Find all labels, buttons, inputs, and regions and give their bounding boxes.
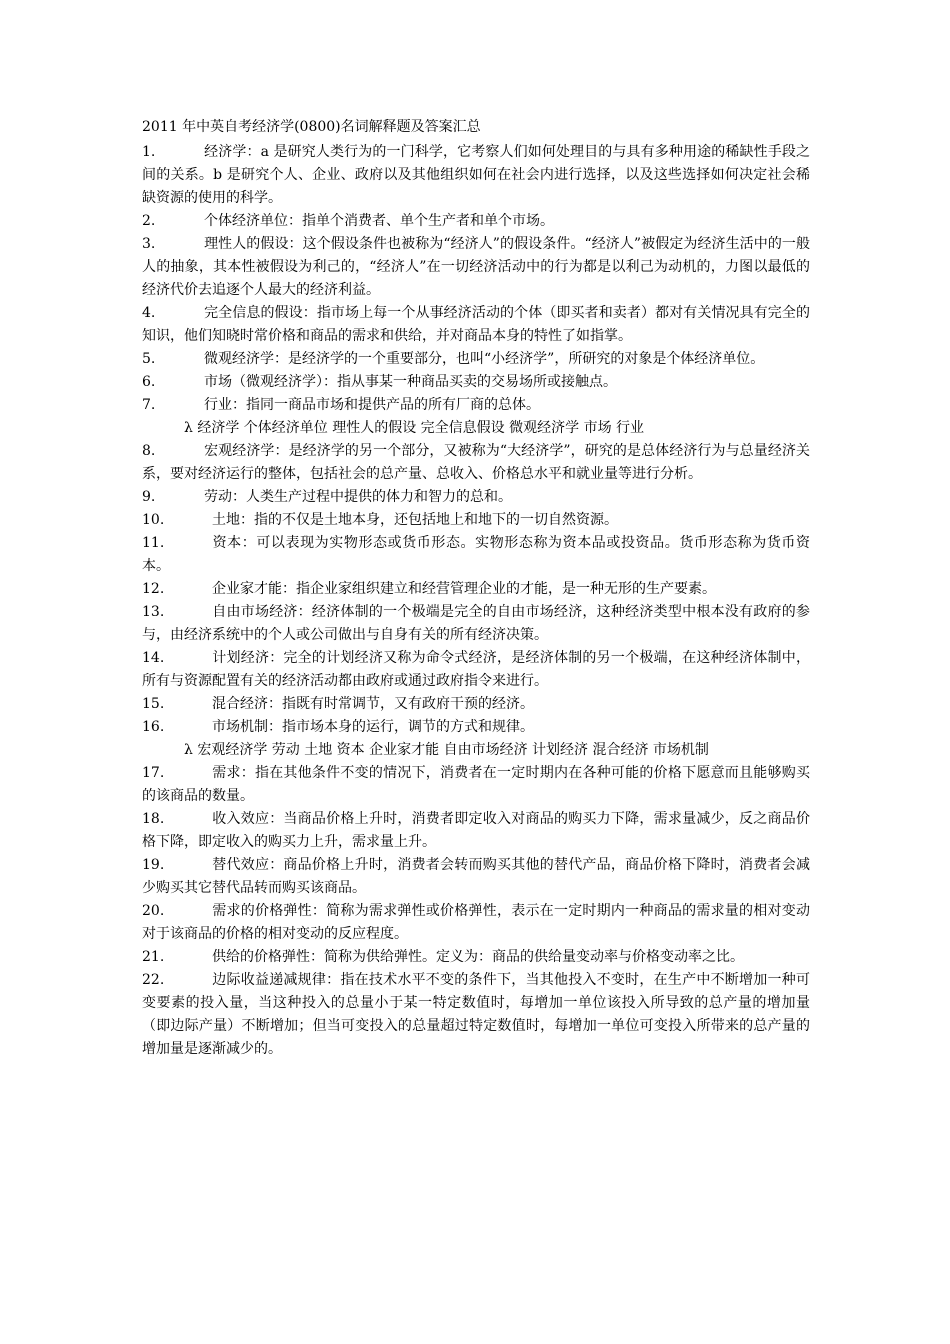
entry-text: 市场机制：指市场本身的运行，调节的方式和规律。 (212, 719, 534, 735)
entry-list (142, 440, 810, 739)
entry-text: 经济学：a 是研究人类行为的一门科学，它考察人们如何处理目的与具有多种用途的稀缺性手段之间的关系。b 是研究个人、企业、政府以及其他组织如何在社会内进行选择，以及这些选择如何决定社会稀缺资源的使用的科学。 (142, 144, 810, 206)
entry-number: 11. (142, 535, 165, 551)
entry-number: 13. (142, 604, 165, 620)
definition-entry (142, 210, 810, 233)
entry-number: 2. (142, 213, 156, 229)
entry-number: 7. (142, 397, 156, 413)
definition-entry (142, 693, 810, 716)
definition-entry (142, 509, 810, 532)
definition-entry (142, 946, 810, 969)
entry-number: 14. (142, 650, 165, 666)
entry-text: 行业：指同一商品市场和提供产品的所有厂商的总体。 (204, 397, 540, 413)
summary-line: λ 宏观经济学 劳动 土地 资本 企业家才能 自由市场经济 计划经济 混合经济 市场机制 (184, 742, 709, 758)
definition-entry (142, 969, 810, 1061)
entry-text: 理性人的假设：这个假设条件也被称为“经济人”的假设条件。“经济人”被假定为经济生活中的一般人的抽象，其本性被假设为利己的，“经济人”在一切经济活动中的行为都是以利己为动机的，力图以最低的经济代价去追逐个人最大的经济利益。 (142, 236, 810, 298)
entry-text: 土地：指的不仅是土地本身，还包括地上和地下的一切自然资源。 (212, 512, 618, 528)
entry-list (142, 141, 810, 417)
definition-entry (142, 854, 810, 900)
entry-text: 个体经济单位：指单个消费者、单个生产者和单个市场。 (204, 213, 554, 229)
definition-entry (142, 348, 810, 371)
entry-number: 15. (142, 696, 165, 712)
entry-text: 市场（微观经济学）：指从事某一种商品买卖的交易场所或接触点。 (204, 374, 617, 390)
definition-entry (142, 578, 810, 601)
summary-line: λ 经济学 个体经济单位 理性人的假设 完全信息假设 微观经济学 市场 行业 (184, 420, 645, 436)
entry-number: 10. (142, 512, 165, 528)
entry-text: 自由市场经济：经济体制的一个极端是完全的自由市场经济，这种经济类型中根本没有政府的参与，由经济系统中的个人或公司做出与自身有关的所有经济决策。 (142, 604, 810, 643)
entry-number: 9. (142, 489, 156, 505)
document-title: 2011 年中英自考经济学(0800)名词解释题及答案汇总 (142, 119, 481, 135)
entry-text: 需求的价格弹性：简称为需求弹性或价格弹性，表示在一定时期内一种商品的需求量的相对变动对于该商品的价格的相对变动的反应程度。 (142, 903, 810, 942)
entry-number: 19. (142, 857, 165, 873)
entry-text: 完全信息的假设：指市场上每一个从事经济活动的个体（即买者和卖者）都对有关情况具有完全的知识，他们知晓时常价格和商品的需求和供给，并对商品本身的特性了如指掌。 (142, 305, 810, 344)
entry-text: 宏观经济学：是经济学的另一个部分，又被称为“大经济学”，研究的是总体经济行为与总量经济关系，要对经济运行的整体，包括社会的总产量、总收入、价格总水平和就业量等进行分析。 (142, 443, 810, 482)
entry-number: 6. (142, 374, 156, 390)
entry-text: 收入效应：当商品价格上升时，消费者即定收入对商品的购买力下降，需求量减少，反之商品价格下降，即定收入的购买力上升，需求量上升。 (142, 811, 810, 850)
definition-entry (142, 394, 810, 417)
definition-entry (142, 808, 810, 854)
definition-entry (142, 647, 810, 693)
entry-number: 18. (142, 811, 165, 827)
definition-entry (142, 141, 810, 210)
entry-text: 劳动：人类生产过程中提供的体力和智力的总和。 (204, 489, 512, 505)
entry-number: 22. (142, 972, 165, 988)
entry-number: 3. (142, 236, 156, 252)
document-page (142, 116, 810, 1061)
entry-text: 替代效应：商品价格上升时，消费者会转而购买其他的替代产品，商品价格下降时，消费者会减少购买其它替代品转而购买该商品。 (142, 857, 810, 896)
entry-number: 20. (142, 903, 165, 919)
definition-entry (142, 716, 810, 739)
definition-entry (142, 486, 810, 509)
entry-number: 1. (142, 144, 156, 160)
definition-entry (142, 233, 810, 302)
entry-number: 4. (142, 305, 156, 321)
definition-entry (142, 440, 810, 486)
definition-entry (142, 900, 810, 946)
entry-number: 17. (142, 765, 165, 781)
definition-entry (142, 302, 810, 348)
entry-number: 5. (142, 351, 156, 367)
entry-number: 16. (142, 719, 165, 735)
entry-number: 21. (142, 949, 165, 965)
entry-number: 8. (142, 443, 156, 459)
entry-text: 供给的价格弹性：简称为供给弹性。定义为：商品的供给量变动率与价格变动率之比。 (212, 949, 744, 965)
definition-entry (142, 371, 810, 394)
definition-entry (142, 762, 810, 808)
entry-text: 微观经济学：是经济学的一个重要部分，也叫“小经济学”，所研究的对象是个体经济单位。 (204, 351, 765, 367)
entry-text: 计划经济：完全的计划经济又称为命令式经济，是经济体制的另一个极端，在这种经济体制中，所有与资源配置有关的经济活动都由政府或通过政府指令来进行。 (142, 650, 810, 689)
definition-entry (142, 601, 810, 647)
entry-number: 12. (142, 581, 165, 597)
definition-entry (142, 532, 810, 578)
entry-text: 企业家才能：指企业家组织建立和经营管理企业的才能，是一种无形的生产要素。 (212, 581, 716, 597)
entry-list (142, 762, 810, 1061)
entry-text: 混合经济：指既有时常调节，又有政府干预的经济。 (212, 696, 534, 712)
entry-text: 需求：指在其他条件不变的情况下，消费者在一定时期内在各种可能的价格下愿意而且能够购买的该商品的数量。 (142, 765, 810, 804)
entry-text: 资本：可以表现为实物形态或货币形态。实物形态称为资本品或投资品。货币形态称为货币资本。 (142, 535, 810, 574)
entry-text: 边际收益递减规律：指在技术水平不变的条件下，当其他投入不变时，在生产中不断增加一种可变要素的投入量，当这种投入的总量小于某一特定数值时，每增加一单位该投入所导致的总产量的增加量（即边际产量）不断增加；但当可变投入的总量超过特定数值时，每增加一单位可变投入所带来的总产量的增加量是逐渐减少的。 (142, 972, 810, 1057)
